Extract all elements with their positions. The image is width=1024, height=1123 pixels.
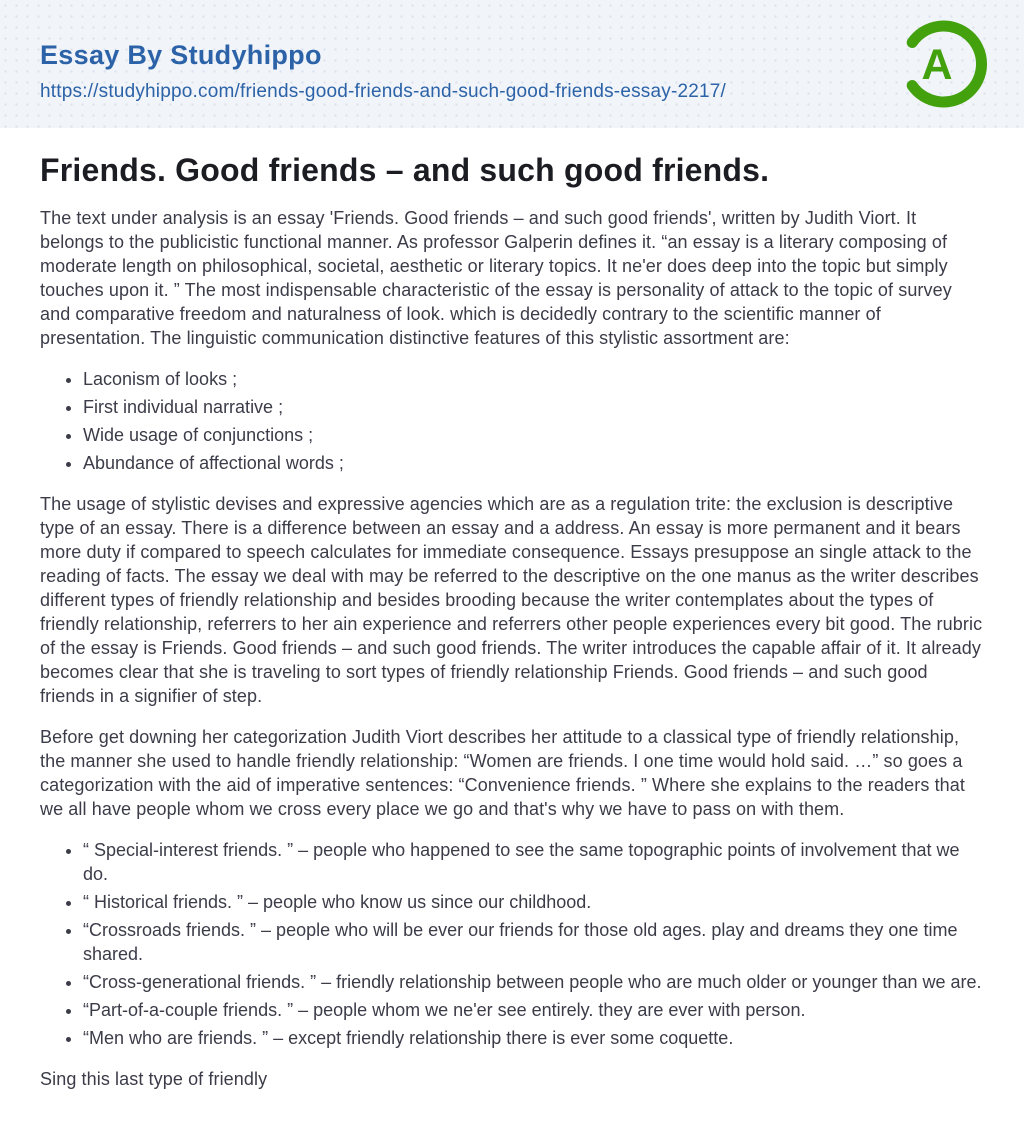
list-item: • Laconism of looks ; bbox=[83, 367, 984, 391]
features-bullet-list bbox=[40, 367, 984, 475]
paragraph-intro: The text under analysis is an essay 'Friends. Good friends – and such good friends', written by Judith Viort. It belongs to the publicistic functional manner. As professor Galperin defines it. “an essay is a literary composing of moderate length on philosophical, societal, aesthetic or literary topics. It ne'er does deep into the topic but simply touches upon it. ” The most indispensable characteristic of the essay is personality of attack to the topic of survey and comparative freedom and naturalness of look. which is decidedly contrary to the scientific manner of presentation. The linguistic communication distinctive features of this stylistic assortment are: bbox=[40, 208, 952, 348]
paragraph-categorization: Before get downing her categorization Judith Viort describes her attitude to a classical type of friendly relationship, the manner she used to handle friendly relationship: “Women are friends. I one time would hold said. …” so goes a categorization with the aid of imperative sentences: “Convenience friends. ” Where she explains to the readers that we all have people whom we cross every place we go and that's why we have to pass on with them. bbox=[40, 727, 965, 819]
list-item: • Abundance of affectional words ; bbox=[83, 451, 984, 475]
list-item: • “Cross-generational friends. ” – friendly relationship between people who are much older or younger than we are. bbox=[83, 970, 984, 994]
list-item: • Wide usage of conjunctions ; bbox=[83, 423, 984, 447]
list-item: • “ Special-interest friends. ” – people who happened to see the same topographic points of involvement that we do. bbox=[83, 838, 984, 886]
list-item: • “ Historical friends. ” – people who know us since our childhood. bbox=[83, 890, 984, 914]
list-item: • “Part-of-a-couple friends. ” – people whom we ne'er see entirely. they are ever with person. bbox=[83, 998, 984, 1022]
studyhippo-logo-icon bbox=[898, 19, 988, 109]
logo-letter: A bbox=[921, 41, 953, 89]
paragraph-analysis: The usage of stylistic devises and expressive agencies which are as a regulation trite: the exclusion is descriptive type of an essay. There is a difference between an essay and a address. An essay is more permanent and it bears more duty if compared to speech calculates for immediate consequence. Essays presuppose an single attack to the reading of facts. The essay we deal with may be referred to the descriptive on the one manus as the writer describes different types of friendly relationship and besides brooding because the writer contemplates about the types of friendly relationship, referrers to her ain experience and referrers other people experiences every bit good. The rubric of the essay is Friends. Good friends – and such good friends. The writer introduces the capable affair of it. It already becomes clear that she is traveling to sort types of friendly relationship Friends. Good friends – and such good friends in a signifier of step. bbox=[40, 494, 983, 706]
article-content bbox=[0, 152, 1024, 1091]
site-title: Essay By Studyhippo bbox=[40, 39, 322, 70]
list-item: • First individual narrative ; bbox=[83, 395, 984, 419]
list-item: • “Men who are friends. ” – except friendly relationship there is ever some coquette. bbox=[83, 1026, 984, 1050]
list-item: • “Crossroads friends. ” – people who will be ever our friends for those old ages. play and dreams they one time shared. bbox=[83, 918, 984, 966]
article-title: Friends. Good friends – and such good friends. bbox=[40, 152, 770, 188]
paragraph-closing: Sing this last type of friendly bbox=[40, 1069, 268, 1089]
friend-types-bullet-list bbox=[40, 838, 984, 1050]
source-url-link[interactable]: https://studyhippo.com/friends-good-friends-and-such-good-friends-essay-2217/ bbox=[40, 80, 727, 102]
header-text-block bbox=[40, 26, 726, 103]
page-header bbox=[0, 0, 1024, 128]
